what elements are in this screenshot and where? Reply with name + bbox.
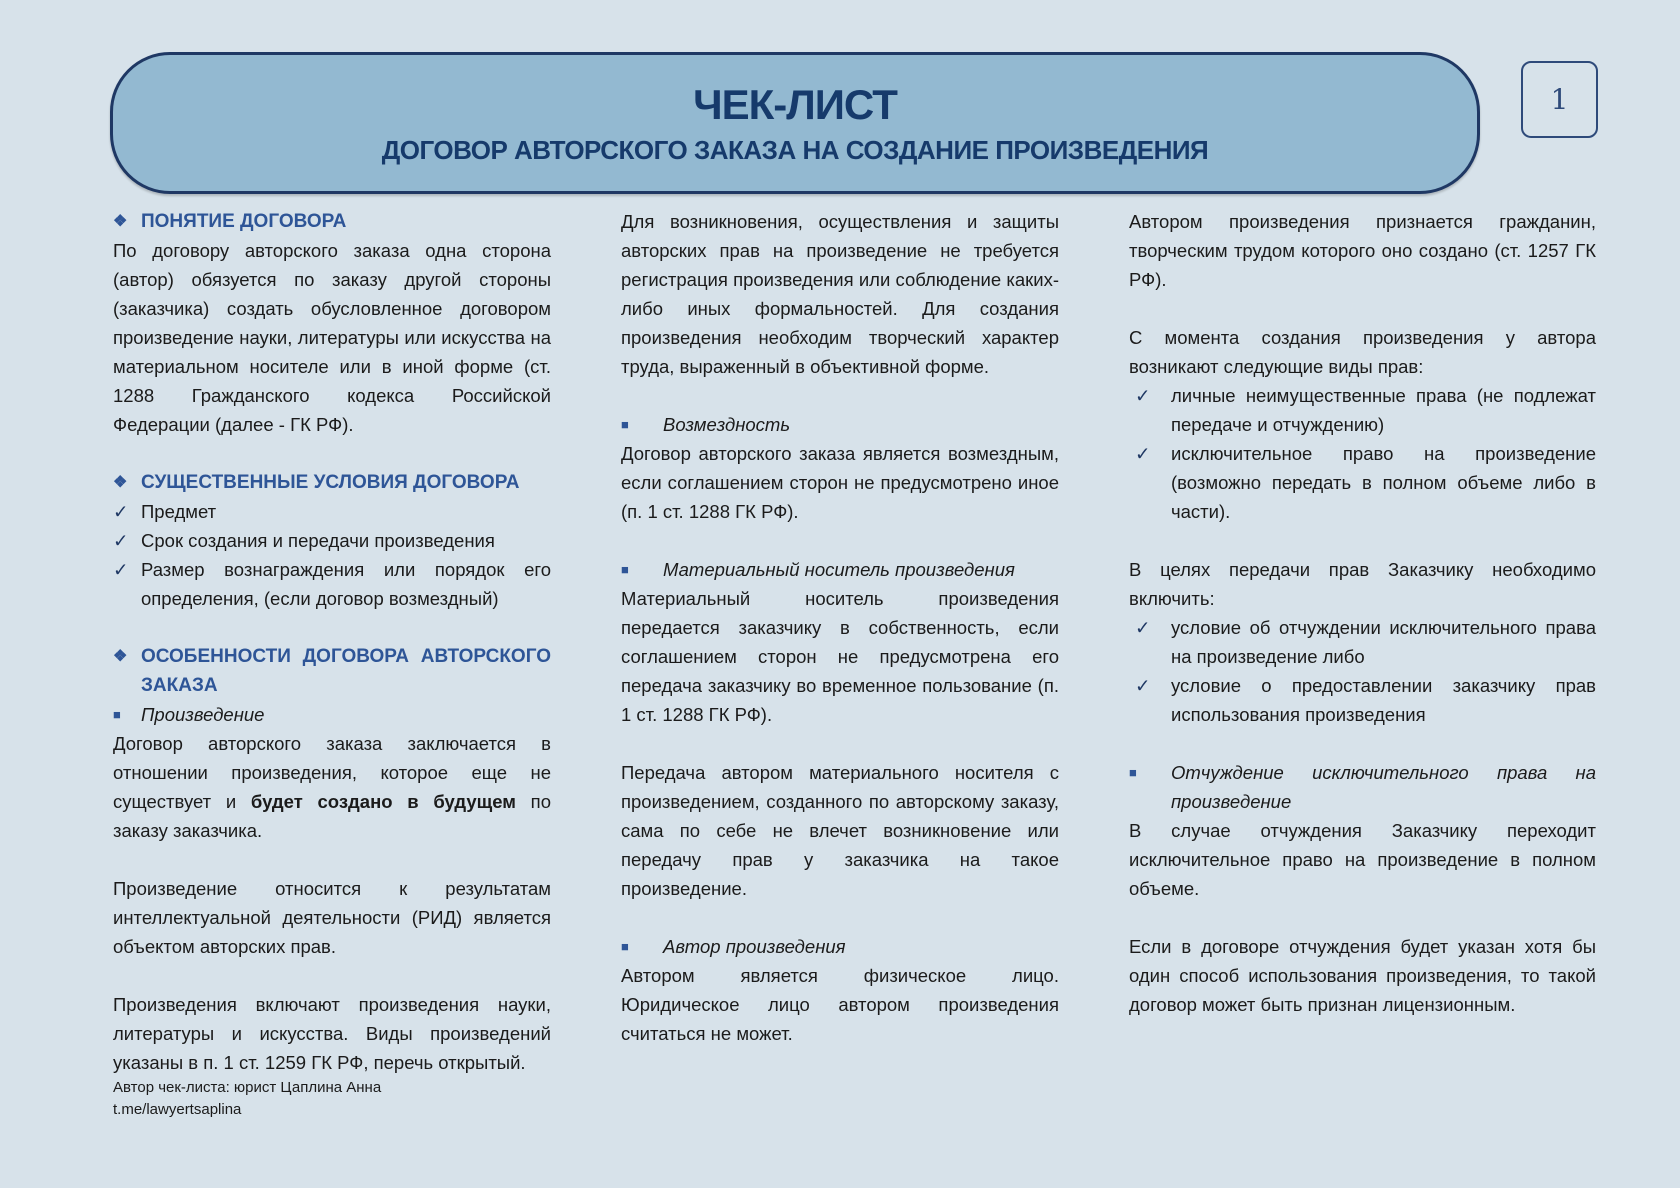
check-item — [113, 497, 551, 526]
check-item — [1129, 439, 1596, 526]
section-heading — [113, 642, 551, 700]
check-item — [1129, 671, 1596, 729]
subheading — [1129, 758, 1596, 816]
paragraph: Если в договоре отчуждения будет указан хотя бы один способ использования произведения, то такой договор может быть признан лицензионным. — [1129, 936, 1596, 1015]
check-text: условие о предоставлении заказчику прав использования произведения — [1171, 675, 1596, 725]
subheading-text: Произведение — [141, 704, 265, 725]
heading-text: СУЩЕСТВЕННЫЕ УСЛОВИЯ ДОГОВОРА — [141, 472, 520, 493]
subheading — [113, 700, 551, 729]
text: по заказу заказчика. — [113, 791, 551, 841]
heading-text: ОСОБЕННОСТИ ДОГОВОРА АВТОРСКОГО ЗАКАЗА — [141, 646, 551, 696]
paragraph: Автором произведения признается гражданин, творческим трудом которого оно создано (ст. 1257 ГК РФ). — [1129, 211, 1596, 290]
paragraph: Произведение относится к результатам интеллектуальной деятельности (РИД) является объектом авторских прав. — [113, 878, 551, 957]
check-icon: ✓ — [113, 501, 129, 522]
footer-link[interactable]: t.me/lawyertsaplina — [113, 1101, 242, 1118]
square-bullet-icon: ■ — [621, 562, 629, 577]
paragraph — [113, 729, 551, 845]
title-banner — [110, 52, 1480, 194]
check-icon: ✓ — [113, 559, 129, 580]
check-item — [1129, 381, 1596, 439]
subheading — [621, 932, 1059, 961]
check-item — [113, 526, 551, 555]
check-text: Размер вознаграждения или порядок его определения, (если договор возмездный) — [141, 559, 551, 609]
check-text: Срок создания и передачи произведения — [141, 530, 495, 551]
text: Договор авторского заказа заключается в отношении произведения, которое еще не существует и — [113, 733, 551, 812]
square-bullet-icon: ■ — [621, 417, 629, 432]
subheading-text: Автор произведения — [663, 936, 846, 957]
check-text: личные неимущественные права (не подлежат передаче и отчуждению) — [1171, 385, 1596, 435]
check-icon: ✓ — [1135, 617, 1151, 638]
paragraph: Материальный носитель произведения передается заказчику в собственность, если соглашением сторон не предусмотрена его передача заказчику во временное пользование (п. 1 ст. 1288 ГК РФ). — [621, 588, 1059, 725]
heading-text: ПОНЯТИЕ ДОГОВОРА — [141, 211, 347, 232]
diamond-bullet-icon: ❖ — [113, 648, 128, 665]
diamond-bullet-icon: ❖ — [113, 213, 128, 230]
check-icon: ✓ — [1135, 675, 1151, 696]
footer — [113, 1077, 551, 1121]
diamond-bullet-icon: ❖ — [113, 474, 128, 491]
subheading — [621, 555, 1059, 584]
check-item — [113, 555, 551, 613]
page-subtitle: ДОГОВОР АВТОРСКОГО ЗАКАЗА НА СОЗДАНИЕ ПРОИЗВЕДЕНИЯ — [381, 135, 1209, 165]
subheading-text: Отчуждение исключительного права на произведение — [1171, 762, 1596, 812]
paragraph: С момента создания произведения у автора возникают следующие виды прав: — [1129, 327, 1596, 377]
section-heading — [113, 468, 551, 497]
check-text: Предмет — [141, 501, 217, 522]
column-3 — [1129, 207, 1596, 1019]
page-number: 1 — [1521, 61, 1598, 138]
paragraph: В целях передачи прав Заказчику необходимо включить: — [1129, 559, 1596, 609]
footer-author: Автор чек-листа: юрист Цаплина Анна — [113, 1079, 382, 1096]
column-2 — [621, 207, 1059, 1048]
paragraph: Для возникновения, осуществления и защиты авторских прав на произведение не требуется регистрация произведения или соблюдение каких-либо иных формальностей. Для создания произведения необходим творческий характер труда, выраженный в объективной форме. — [621, 211, 1059, 377]
paragraph: Передача автором материального носителя с произведением, созданного по авторскому заказу, сама по себе не влечет возникновение или передачу прав у заказчика на такое произведение. — [621, 762, 1059, 899]
check-text: условие об отчуждении исключительного права на произведение либо — [1171, 617, 1596, 667]
paragraph: Автором является физическое лицо. Юридическое лицо автором произведения считаться не может. — [621, 965, 1059, 1044]
square-bullet-icon: ■ — [1129, 765, 1137, 780]
bold-text: будет создано в будущем — [250, 791, 516, 812]
section-heading — [113, 207, 551, 236]
square-bullet-icon: ■ — [621, 939, 629, 954]
check-icon: ✓ — [1135, 443, 1151, 464]
paragraph: Произведения включают произведения науки, литературы и искусства. Виды произведений указаны в п. 1 ст. 1259 ГК РФ, перечь открытый. — [113, 994, 551, 1073]
check-icon: ✓ — [1135, 385, 1151, 406]
check-item — [1129, 613, 1596, 671]
page-title: ЧЕК-ЛИСТ — [693, 81, 897, 128]
subheading — [621, 410, 1059, 439]
paragraph: По договору авторского заказа одна сторона (автор) обязуется по заказу другой стороны (заказчика) создать обусловленное договором произведение науки, литературы или искусства на материальном носителе или в иной форме (ст. 1288 Гражданского кодекса Российской Федерации (далее - ГК РФ). — [113, 240, 551, 435]
check-text: исключительное право на произведение (возможно передать в полном объеме либо в части). — [1171, 443, 1596, 522]
subheading-text: Возмездность — [663, 414, 791, 435]
column-1 — [113, 207, 551, 1121]
subheading-text: Материальный носитель произведения — [663, 559, 1015, 580]
paragraph: Договор авторского заказа является возмездным, если соглашением сторон не предусмотрено иное (п. 1 ст. 1288 ГК РФ). — [621, 443, 1059, 522]
paragraph: В случае отчуждения Заказчику переходит исключительное право на произведение в полном объеме. — [1129, 820, 1596, 899]
square-bullet-icon: ■ — [113, 707, 121, 722]
check-icon: ✓ — [113, 530, 129, 551]
